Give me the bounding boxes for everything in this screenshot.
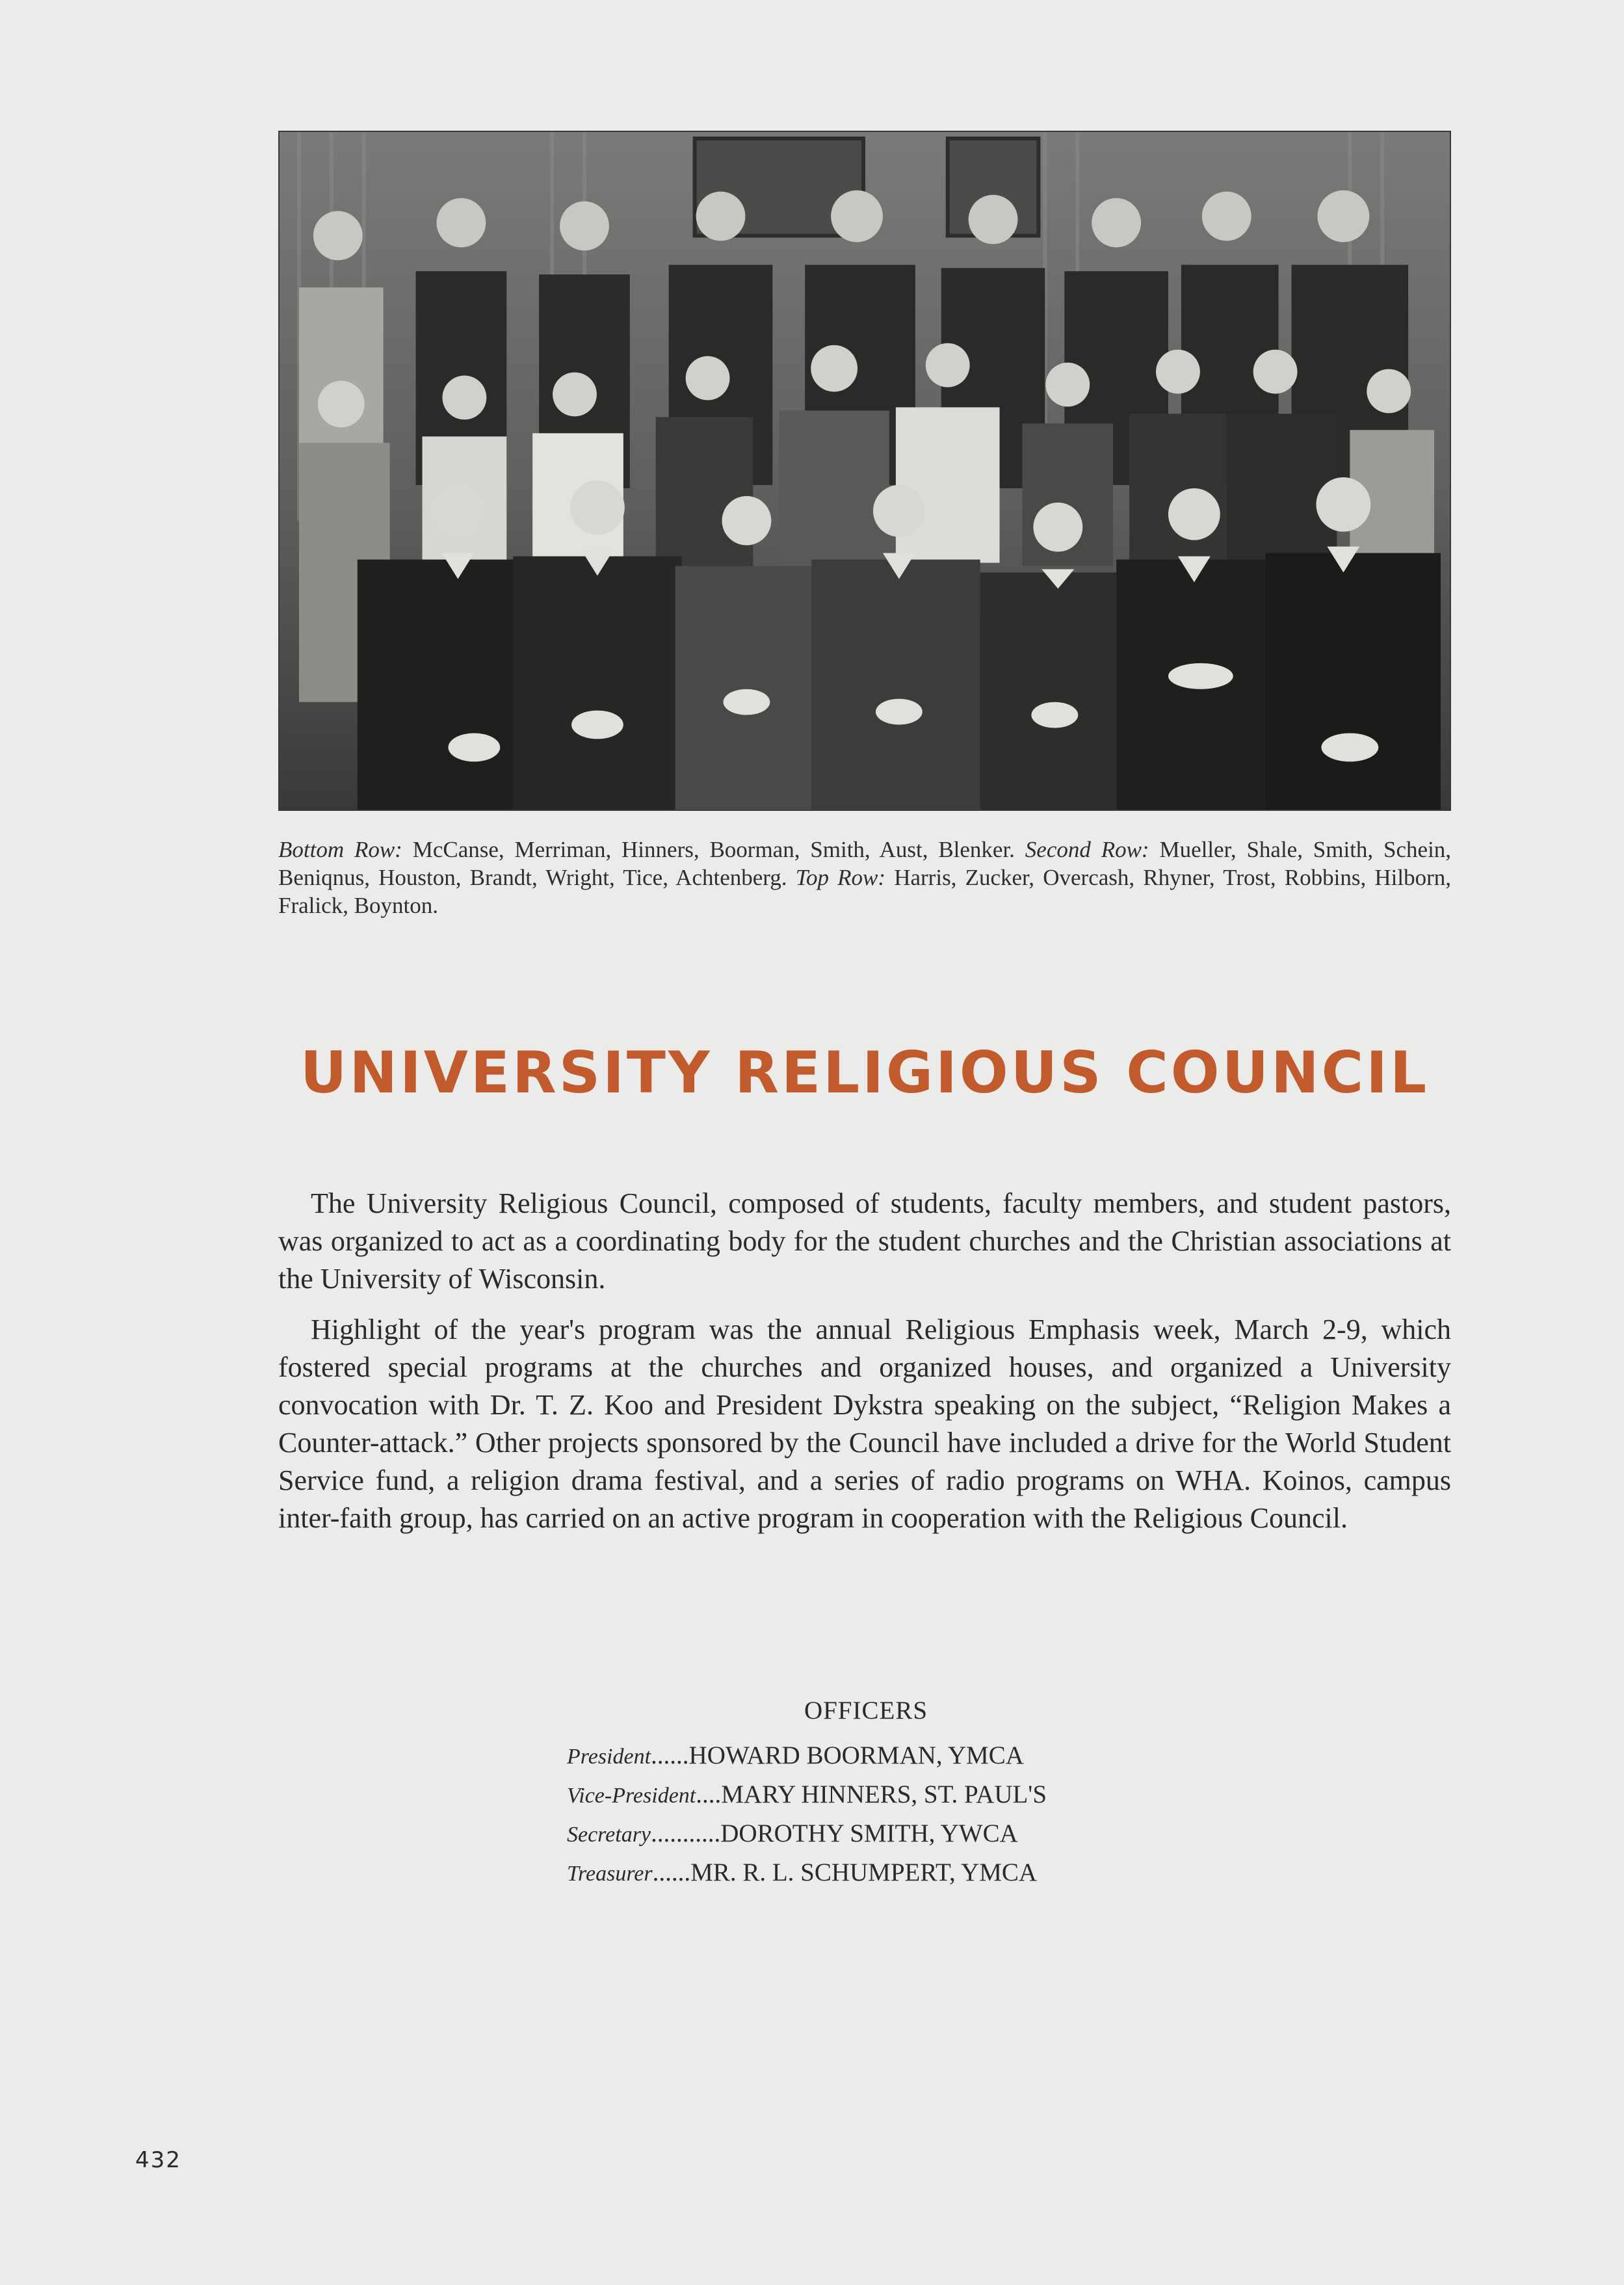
officer-role: Vice-President bbox=[567, 1784, 696, 1808]
officer-name: DOROTHY SMITH, YWCA bbox=[720, 1819, 1018, 1847]
officer-row-president bbox=[567, 1737, 1165, 1776]
officer-row-treasurer bbox=[567, 1854, 1165, 1893]
bottom-row-names: McCanse, Merriman, Hinners, Boorman, Smith, Aust, Blenker. bbox=[412, 837, 1015, 862]
officer-name: MARY HINNERS, ST. PAUL'S bbox=[721, 1780, 1047, 1808]
officer-role: Secretary bbox=[567, 1823, 651, 1847]
group-portrait-photo-icon bbox=[280, 132, 1450, 810]
top-row-names: Harris, Zucker, Overcash, Rhyner, Trost, Robbins, Hilborn, Fralick, Boynton. bbox=[278, 865, 1452, 918]
officer-name: MR. R. L. SCHUMPERT, YMCA bbox=[690, 1858, 1038, 1886]
officer-row-secretary bbox=[567, 1815, 1165, 1854]
article-body bbox=[278, 1185, 1451, 1550]
second-row-label: Second Row: bbox=[1025, 837, 1149, 862]
leader-dots: .... bbox=[696, 1780, 722, 1808]
leader-dots: ...... bbox=[651, 1741, 689, 1769]
officer-row-vice-president bbox=[567, 1776, 1165, 1815]
group-photo bbox=[278, 131, 1451, 811]
top-row-label: Top Row: bbox=[795, 865, 886, 890]
officer-role: President bbox=[567, 1745, 651, 1769]
officer-role: Treasurer bbox=[567, 1862, 653, 1886]
officer-name: HOWARD BOORMAN, YMCA bbox=[688, 1741, 1024, 1769]
paragraph: The University Religious Council, composed of students, faculty members, and student pastors, was organized to act as a coordinating body for the student churches and the Christian associations at the University of Wisconsin. bbox=[278, 1187, 1451, 1295]
page-number: 432 bbox=[135, 2147, 181, 2173]
leader-dots: ...... bbox=[652, 1858, 691, 1886]
bottom-row-label: Bottom Row: bbox=[278, 837, 402, 862]
photo-caption bbox=[278, 836, 1451, 919]
page-title: UNIVERSITY RELIGIOUS COUNCIL bbox=[300, 1039, 1430, 1106]
officers-heading: OFFICERS bbox=[804, 1697, 928, 1724]
leader-dots: ........... bbox=[651, 1819, 721, 1847]
paragraph: Highlight of the year's program was the annual Religious Emphasis week, March 2-9, which fostered special programs at the churches and organized houses, and organized a University convocation with Dr. T. Z. Koo and President Dykstra speaking on the subject, “Religion Makes a Counter-attack.” Other projects sponsored by the Council have included a drive for the World Student Service fund, a religion drama festival, and a series of radio programs on WHA. Koinos, campus inter-faith group, has carried on an active program in cooperation with the Religious Council. bbox=[278, 1314, 1451, 1534]
second-row-names: Mueller, Shale, Smith, Schein, Beniqnus, Houston, Brandt, Wright, Tice, Achtenberg. bbox=[278, 837, 1452, 890]
officers-list bbox=[567, 1696, 1165, 1893]
